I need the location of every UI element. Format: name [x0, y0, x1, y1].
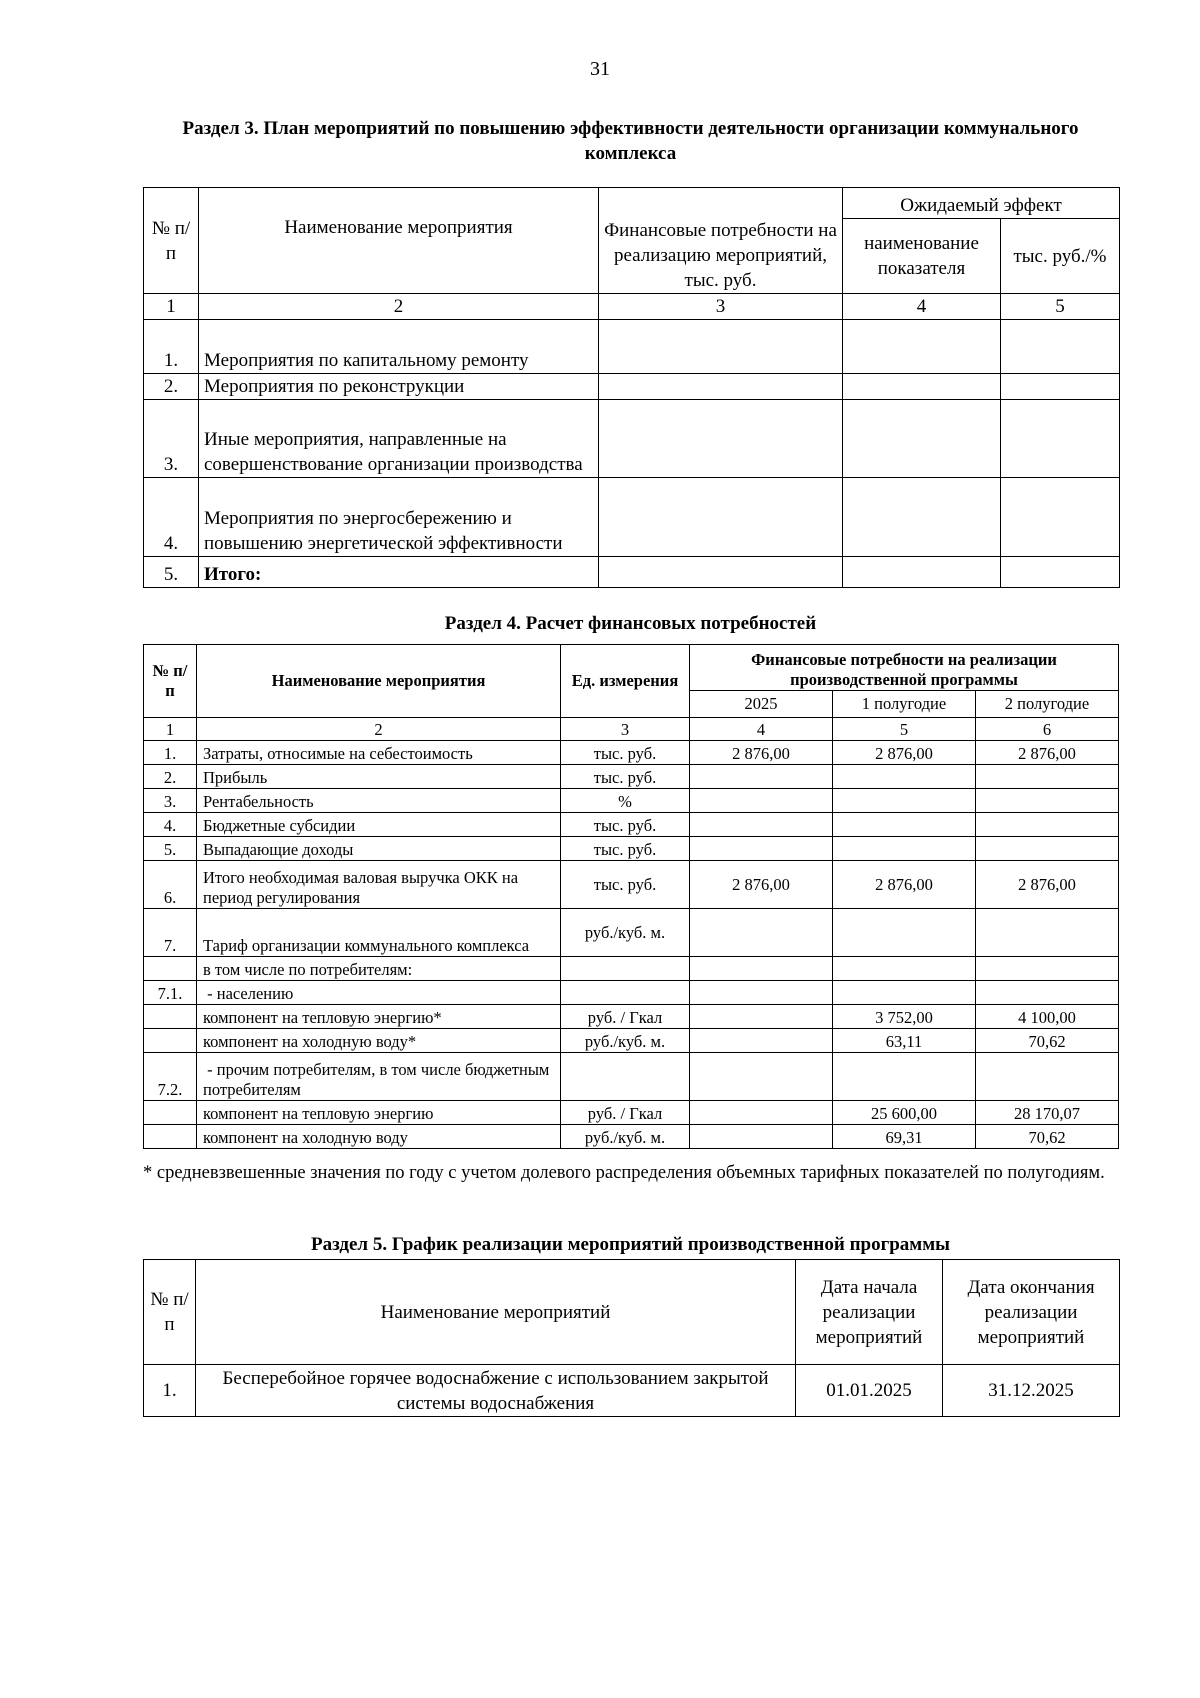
table-row [144, 478, 1120, 557]
row-name: Бесперебойное горячее водоснабжение с использованием закрытой системы водоснабжения [196, 1365, 796, 1417]
col-number: 5 [833, 718, 976, 741]
section3-table [143, 187, 1120, 588]
row-unit: тыс. руб. [561, 837, 690, 861]
row-value-2025: 2 876,00 [690, 861, 833, 909]
row-value-half1 [833, 837, 976, 861]
row-value-2025 [690, 837, 833, 861]
row-value-2025 [690, 909, 833, 957]
row-num [144, 1029, 197, 1053]
row-name: Мероприятия по капитальному ремонту [199, 320, 599, 374]
col-number: 5 [1001, 294, 1120, 320]
table-row [144, 909, 1119, 957]
section5-header-row [144, 1260, 1120, 1365]
row-value-half2 [976, 1053, 1119, 1101]
table-row [144, 1125, 1119, 1149]
row-name: Затраты, относимые на себестоимость [197, 741, 561, 765]
section4-header-half1: 1 полугодие [833, 691, 976, 718]
table-row [144, 1053, 1119, 1101]
section4-header-num: № п/п [144, 645, 197, 718]
section4-header-finance: Финансовые потребности на реализации производственной программы [690, 645, 1119, 691]
row-value-half2 [976, 909, 1119, 957]
row-num: 2. [144, 374, 199, 400]
row-num: 6. [144, 861, 197, 909]
row-name: Мероприятия по энергосбережению и повышению энергетической эффективности [199, 478, 599, 557]
row-unit: руб./куб. м. [561, 1125, 690, 1149]
table-row [144, 1365, 1120, 1417]
section3-header-name: Наименование мероприятия [199, 188, 599, 294]
row-unit: тыс. руб. [561, 813, 690, 837]
section4-header-year: 2025 [690, 691, 833, 718]
row-value-cell [1001, 374, 1120, 400]
row-name: компонент на холодную воду [197, 1125, 561, 1149]
row-unit [561, 981, 690, 1005]
col-number: 3 [561, 718, 690, 741]
row-unit: % [561, 789, 690, 813]
row-num: 1. [144, 741, 197, 765]
row-name: в том числе по потребителям: [197, 957, 561, 981]
row-value-2025 [690, 957, 833, 981]
row-value-2025 [690, 765, 833, 789]
table-row [144, 400, 1120, 478]
row-num: 1. [144, 320, 199, 374]
row-value-half1: 69,31 [833, 1125, 976, 1149]
section3-header-value: тыс. руб./% [1001, 219, 1120, 294]
row-name: Рентабельность [197, 789, 561, 813]
row-unit: руб. / Гкал [561, 1005, 690, 1029]
row-value-cell [1001, 400, 1120, 478]
row-name: компонент на тепловую энергию [197, 1101, 561, 1125]
row-name: Иные мероприятия, направленные на совершенствование организации производства [199, 400, 599, 478]
row-indicator-cell [843, 557, 1001, 588]
row-indicator-cell [843, 374, 1001, 400]
row-name: Выпадающие доходы [197, 837, 561, 861]
row-value-half2: 4 100,00 [976, 1005, 1119, 1029]
row-unit: тыс. руб. [561, 861, 690, 909]
row-value-half2 [976, 813, 1119, 837]
row-unit: тыс. руб. [561, 741, 690, 765]
table-row [144, 789, 1119, 813]
row-value-cell [1001, 557, 1120, 588]
section4-title: Раздел 4. Расчет финансовых потребностей [444, 613, 817, 634]
row-unit [561, 957, 690, 981]
row-num [144, 957, 197, 981]
row-finance-cell [599, 400, 843, 478]
row-num: 3. [144, 789, 197, 813]
row-unit [561, 1053, 690, 1101]
row-value-2025 [690, 813, 833, 837]
table-row [144, 957, 1119, 981]
col-number: 4 [843, 294, 1001, 320]
section3-header-row [144, 188, 1120, 219]
row-value-2025 [690, 789, 833, 813]
section3-header-finance: Финансовые потребности на реализацию мероприятий, тыс. руб. [599, 188, 843, 294]
section3-header-indicator: наименование показателя [843, 219, 1001, 294]
table-row [144, 374, 1120, 400]
row-value-half2 [976, 981, 1119, 1005]
section5-header-num: № п/п [144, 1260, 196, 1365]
section5-header-name: Наименование мероприятий [196, 1260, 796, 1365]
row-value-half1: 3 752,00 [833, 1005, 976, 1029]
section4-table [143, 644, 1119, 1149]
section3-header-effect: Ожидаемый эффект [843, 188, 1120, 219]
page-number: 31 [590, 58, 610, 80]
row-value-half2 [976, 765, 1119, 789]
col-number: 3 [599, 294, 843, 320]
row-unit: тыс. руб. [561, 765, 690, 789]
col-number: 6 [976, 718, 1119, 741]
row-value-half2 [976, 789, 1119, 813]
row-num: 1. [144, 1365, 196, 1417]
row-value-cell [1001, 478, 1120, 557]
row-name: Итого: [199, 557, 599, 588]
row-num: 3. [144, 400, 199, 478]
row-value-2025 [690, 1053, 833, 1101]
footnote: * средневзвешенные значения по году с учетом долевого распределения объемных тарифных показателей по полугодиям. [143, 1163, 1105, 1183]
row-name: Бюджетные субсидии [197, 813, 561, 837]
row-unit: руб./куб. м. [561, 909, 690, 957]
row-num: 4. [144, 478, 199, 557]
row-value-half1 [833, 909, 976, 957]
row-value-half2: 70,62 [976, 1029, 1119, 1053]
section3-column-numbers [144, 294, 1120, 320]
table-row-total [144, 557, 1120, 588]
row-value-half2 [976, 957, 1119, 981]
row-end-date: 31.12.2025 [943, 1365, 1120, 1417]
row-name: компонент на тепловую энергию* [197, 1005, 561, 1029]
section5-header-start: Дата начала реализации мероприятий [796, 1260, 943, 1365]
col-number: 1 [144, 294, 199, 320]
row-value-half1: 2 876,00 [833, 861, 976, 909]
table-row [144, 1029, 1119, 1053]
row-name: Тариф организации коммунального комплекса [197, 909, 561, 957]
row-value-half1: 63,11 [833, 1029, 976, 1053]
row-value-2025 [690, 1101, 833, 1125]
row-unit: руб./куб. м. [561, 1029, 690, 1053]
row-finance-cell [599, 320, 843, 374]
section5-title: Раздел 5. График реализации мероприятий производственной программы [310, 1234, 951, 1255]
table-row [144, 320, 1120, 374]
row-value-half1: 2 876,00 [833, 741, 976, 765]
row-value-2025 [690, 981, 833, 1005]
row-value-half1 [833, 957, 976, 981]
section4-header-name: Наименование мероприятия [197, 645, 561, 718]
row-indicator-cell [843, 320, 1001, 374]
row-value-2025 [690, 1029, 833, 1053]
row-indicator-cell [843, 478, 1001, 557]
section3-title: Раздел 3. План мероприятий по повышению эффективности деятельности организации коммунального комплекса [182, 118, 1079, 164]
row-value-half2 [976, 837, 1119, 861]
row-indicator-cell [843, 400, 1001, 478]
row-value-2025 [690, 1125, 833, 1149]
row-num [144, 1005, 197, 1029]
row-num: 7.1. [144, 981, 197, 1005]
row-num: 5. [144, 837, 197, 861]
section4-header-unit: Ед. измерения [561, 645, 690, 718]
row-start-date: 01.01.2025 [796, 1365, 943, 1417]
row-value-cell [1001, 320, 1120, 374]
row-value-half2: 28 170,07 [976, 1101, 1119, 1125]
col-number: 2 [197, 718, 561, 741]
table-row [144, 837, 1119, 861]
table-row [144, 813, 1119, 837]
table-row [144, 765, 1119, 789]
row-value-2025 [690, 1005, 833, 1029]
row-finance-cell [599, 374, 843, 400]
row-value-half1 [833, 1053, 976, 1101]
row-value-2025: 2 876,00 [690, 741, 833, 765]
col-number: 1 [144, 718, 197, 741]
section5-table [143, 1259, 1120, 1417]
row-value-half2: 70,62 [976, 1125, 1119, 1149]
row-value-half1 [833, 789, 976, 813]
row-value-half2: 2 876,00 [976, 861, 1119, 909]
table-row [144, 1101, 1119, 1125]
row-num [144, 1125, 197, 1149]
section4-column-numbers [144, 718, 1119, 741]
row-name: компонент на холодную воду* [197, 1029, 561, 1053]
row-num [144, 1101, 197, 1125]
section5-header-end: Дата окончания реализации мероприятий [943, 1260, 1120, 1365]
row-value-half2: 2 876,00 [976, 741, 1119, 765]
row-name: - прочим потребителям, в том числе бюджетным потребителям [197, 1053, 561, 1101]
row-num: 7.2. [144, 1053, 197, 1101]
row-name: Итого необходимая валовая выручка ОКК на период регулирования [197, 861, 561, 909]
table-row [144, 861, 1119, 909]
row-name: - населению [197, 981, 561, 1005]
row-value-half1: 25 600,00 [833, 1101, 976, 1125]
col-number: 4 [690, 718, 833, 741]
row-num: 5. [144, 557, 199, 588]
row-name: Прибыль [197, 765, 561, 789]
row-name: Мероприятия по реконструкции [199, 374, 599, 400]
section3-header-num: № п/п [144, 188, 199, 294]
row-unit: руб. / Гкал [561, 1101, 690, 1125]
col-number: 2 [199, 294, 599, 320]
row-num: 2. [144, 765, 197, 789]
row-finance-cell [599, 478, 843, 557]
section4-header-half2: 2 полугодие [976, 691, 1119, 718]
table-row [144, 1005, 1119, 1029]
table-row [144, 741, 1119, 765]
row-num: 4. [144, 813, 197, 837]
row-finance-cell [599, 557, 843, 588]
row-value-half1 [833, 981, 976, 1005]
row-value-half1 [833, 813, 976, 837]
row-num: 7. [144, 909, 197, 957]
row-value-half1 [833, 765, 976, 789]
table-row [144, 981, 1119, 1005]
